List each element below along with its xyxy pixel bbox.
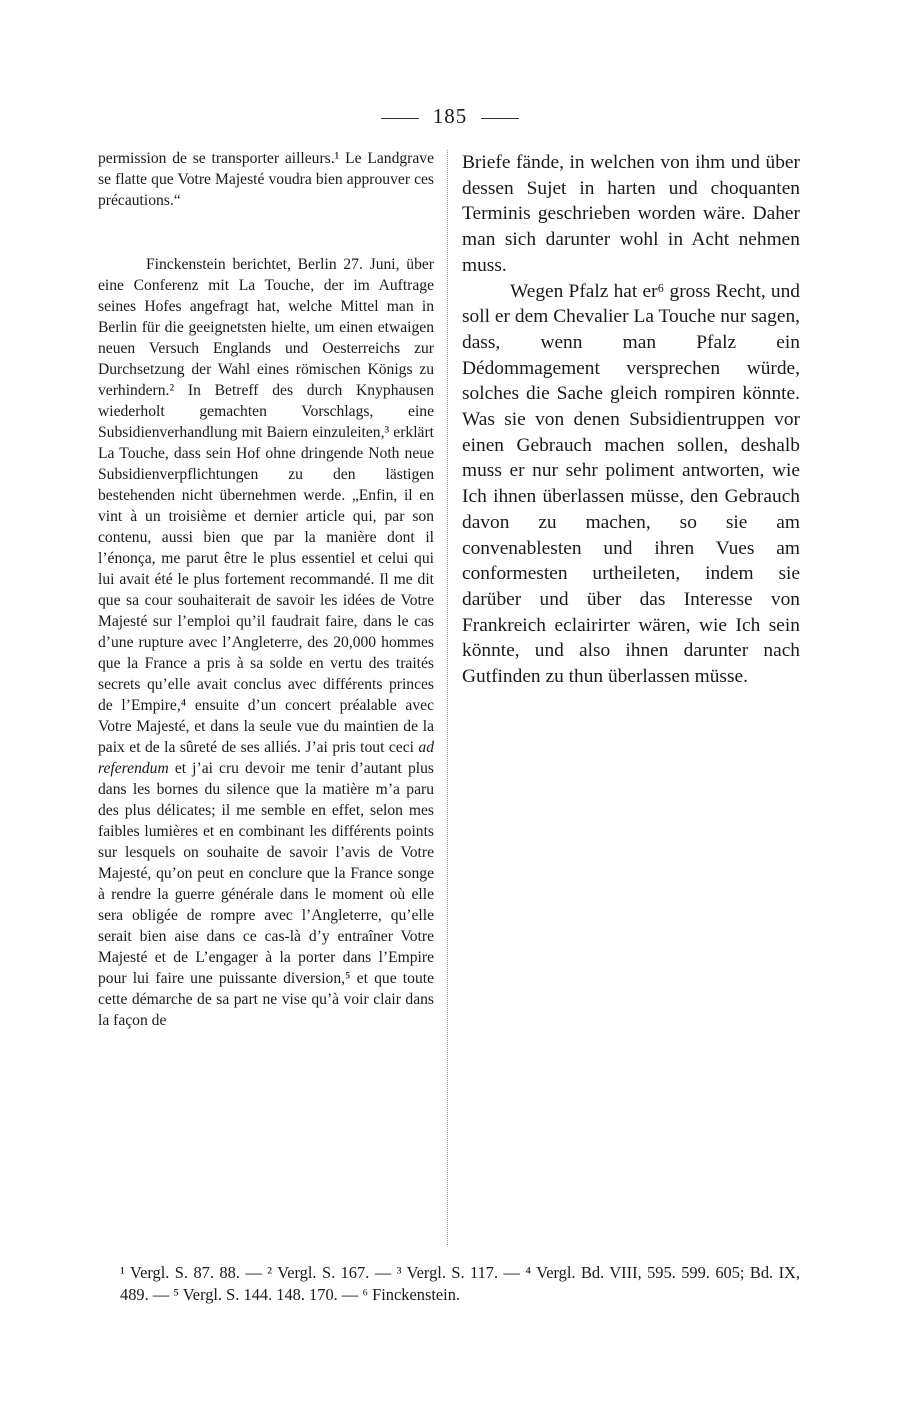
- pfalz-paragraph: Wegen Pfalz hat er⁶ gross Recht, und soll er dem Chevalier La Touche nur sagen, dass, wenn man Pfalz ein Dédommagement versprechen würde, solches die Sache gleich rompiren könnte. Was sie von denen Subsidientruppen vor einen Gebrauch machen sollen, deshalb muss er nur sehr poliment antworten, wie Ich ihnen überlassen müsse, den Gebrauch davon zu machen, so sie am convenablesten und ihren Vues am conformesten urtheileten, indem sie darüber und über das Interesse von Frankreich eclairirter wären, wie Ich sein könnte, und also ihnen darunter nach Gutfinden zu thun überlassen müsse.: [462, 280, 800, 688]
- page-header: [0, 104, 900, 129]
- report-italic-phrase: ad referendum: [98, 739, 434, 777]
- page-number: 185: [432, 104, 468, 128]
- left-continuation-text: permission de se transporter ailleurs.¹ Le Landgrave se flatte que Votre Majesté voudra bien approuver ces précautions.“: [98, 150, 434, 209]
- right-column: [462, 150, 800, 690]
- report-text: Finckenstein berichtet, Berlin 27. Juni, über eine Conferenz mit La Touche, der im Auftrage seines Hofes angefragt hat, welche Mittel man in Berlin für die geeignetsten hielte, um einen etwaigen neuen Versuch Englands und Oesterreichs zur Durchsetzung der Wahl eines römischen Königs zu verhindern.² In Betreff des durch Knyphausen wiederholt gemachten Vorschlags, eine Subsidienverhandlung mit Baiern einzuleiten,³ erklärt La Touche, dass sein Hof ohne dringende Noth neue Subsidienverpflichtungen zu den lästigen bestehenden nicht übernehmen werde. „Enfin, il en vint à un troisième et dernier article qui, par son contenu, aussi bien que par la manière dont il l’énonça, me parut être le plus essentiel et celui qui lui avait été le plus fortement recommandé. Il me dit que sa cour souhaiterait de savoir les idées de Votre Majesté sur l’emploi qu’il faudrait faire, dans le cas d’une rupture avec l’Angleterre, des 20,000 hommes que la France a pris à sa solde en vertu des traités secrets qu’elle avait conclus avec différents princes de l’Empire,⁴ ensuite d’un concert préalable avec Votre Majesté, et dans la seule vue du maintien de la paix et de la sûreté de ses alliés. J’ai pris tout ceci: [98, 256, 434, 756]
- column-divider: [447, 150, 448, 1245]
- report-text-end: et j’ai cru devoir me tenir d’autant plus dans les bornes du silence que la matière m’a paru des plus délicates; il me semble en effet, selon mes faibles lumières et en combinant les différents points sur lesquels on souhaite de savoir l’avis de Votre Majesté, qu’on peut en conclure que la France songe à rendre la guerre générale dans le moment où elle sera obligée de rompre avec l’Angleterre, qu’elle serait bien aise dans ce cas-là d’y entraîner Votre Majesté et de L’engager à la porter dans l’Empire pour lui faire une puissante diversion,⁵ et que toute cette démarche de sa part ne vise qu’à voir clair dans la façon de: [98, 760, 434, 1029]
- left-column: [98, 148, 434, 1031]
- header-dash-left: [381, 118, 419, 119]
- paragraph-gap: [98, 211, 434, 254]
- finckenstein-report-paragraph: [98, 254, 434, 1031]
- right-continuation-text: Briefe fände, in welchen von ihm und über dessen Sujet in harten und choquanten Terminis geschrieben worden wäre. Daher man sich darunter wohl in Acht nehmen muss.: [462, 152, 800, 276]
- header-dash-right: [481, 118, 519, 119]
- footnotes: ¹ Vergl. S. 87. 88. — ² Vergl. S. 167. — ³ Vergl. S. 117. — ⁴ Vergl. Bd. VIII, 595. 599. 605; Bd. IX, 489. — ⁵ Vergl. S. 144. 148. 170. — ⁶ Finckenstein.: [120, 1263, 800, 1304]
